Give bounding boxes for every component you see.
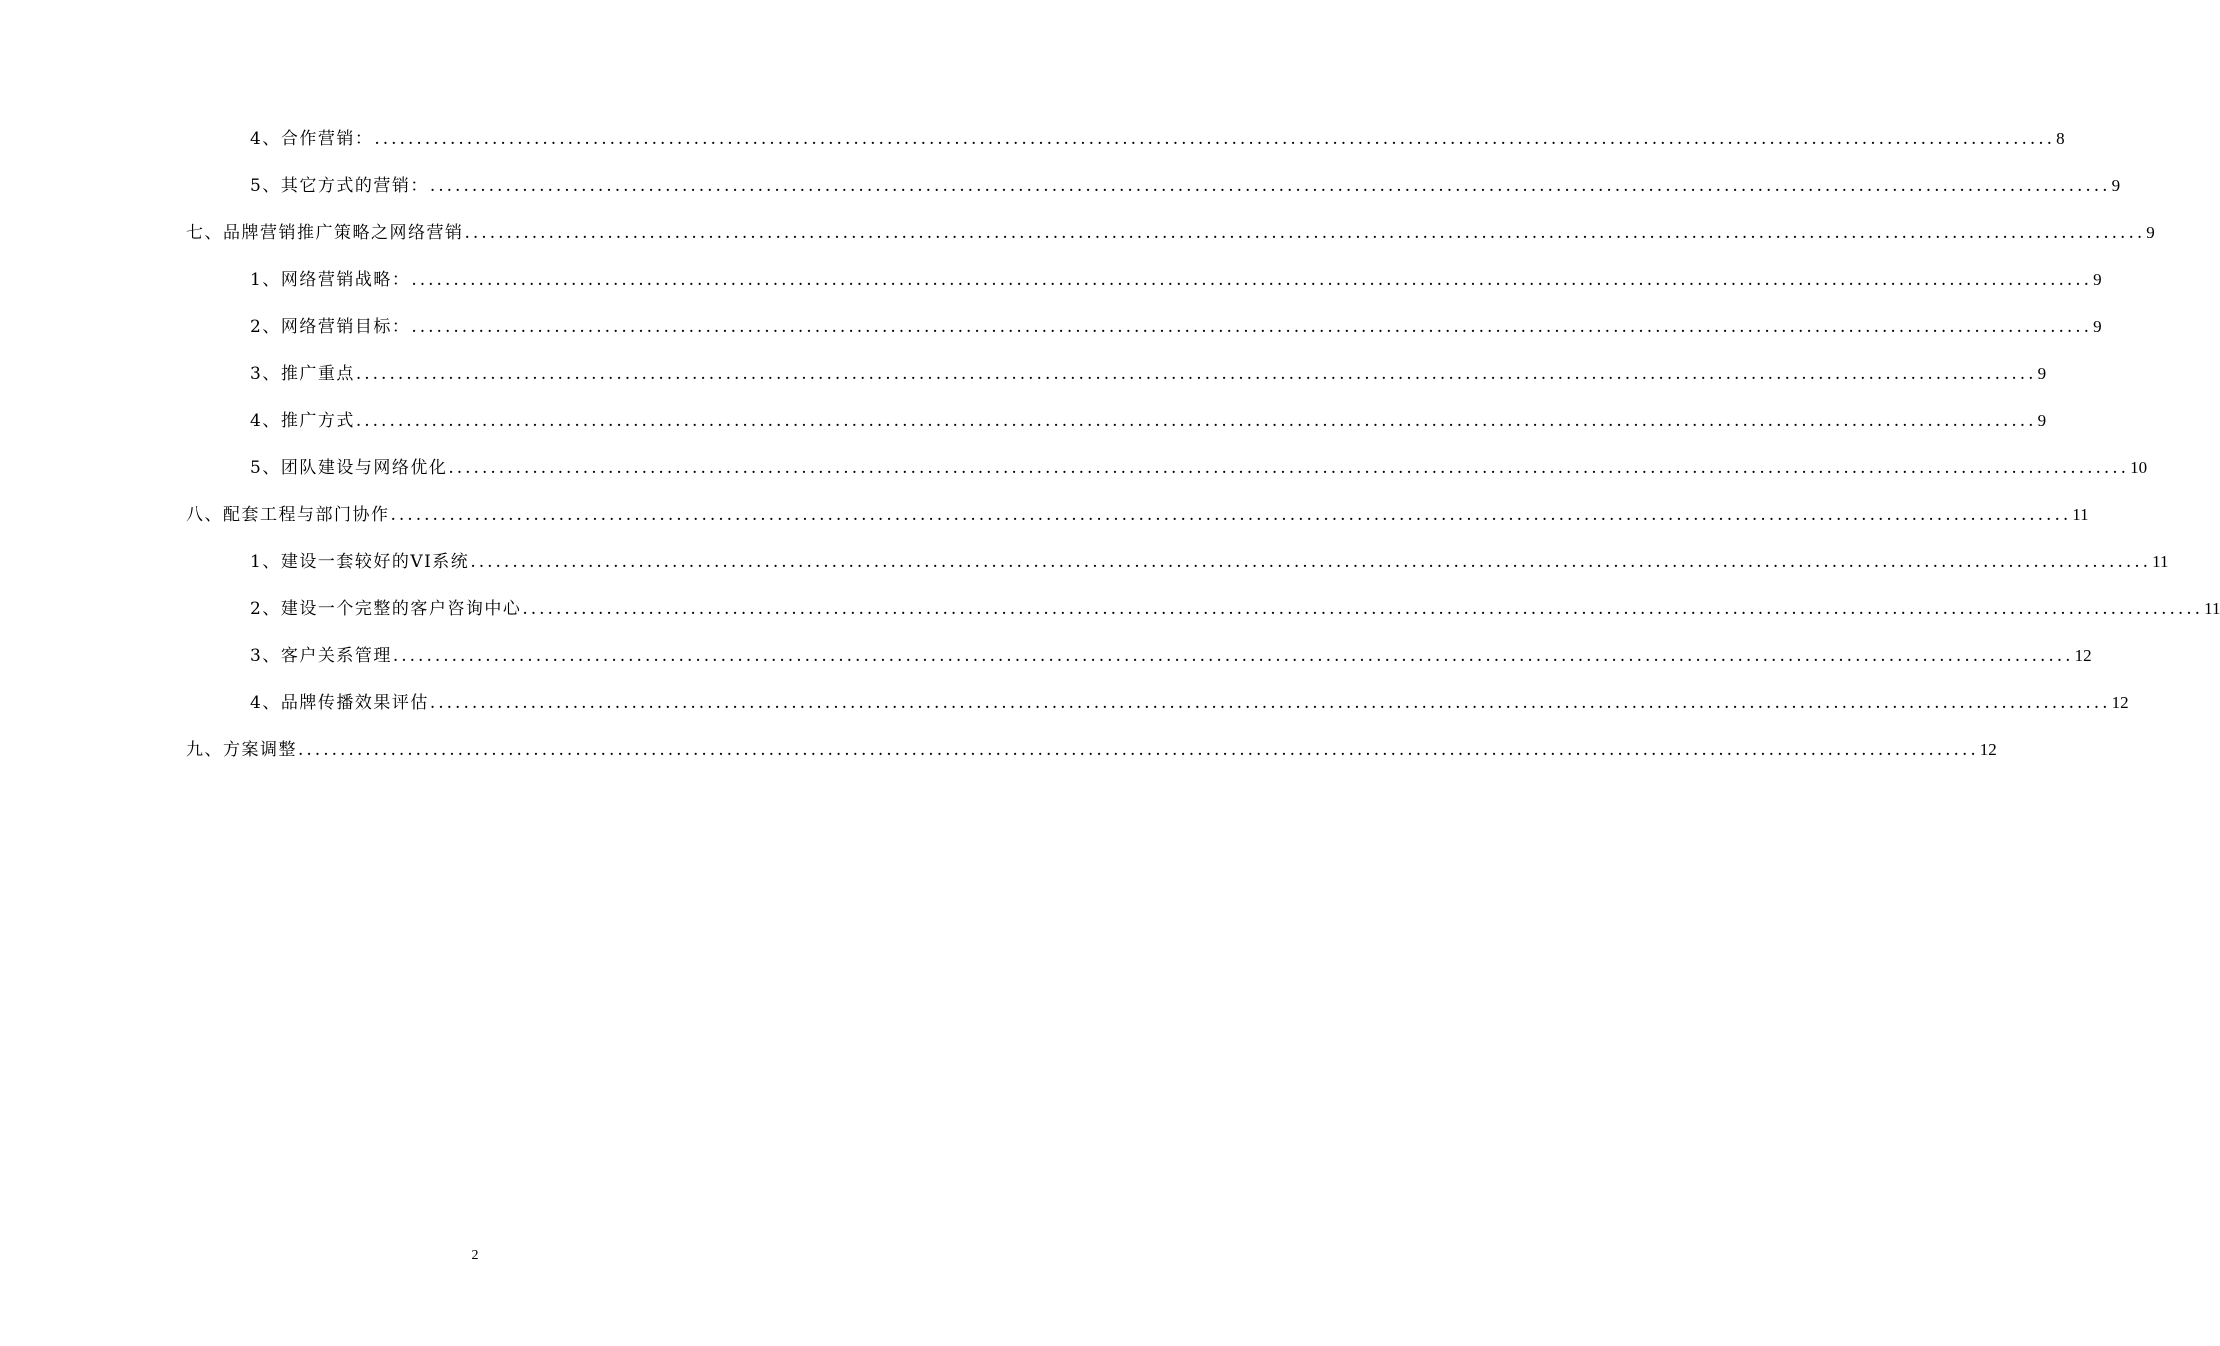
toc-entry-label: 1、网络营销战略： xyxy=(250,270,411,290)
toc-dot-leader: ........................................................................................................................................................................................................ xyxy=(355,364,2037,384)
toc-entry[interactable] xyxy=(250,355,2047,385)
toc-entry-label: 2、建设一个完整的客户咨询中心 xyxy=(250,599,522,619)
toc-dot-leader: ........................................................................................................................................................................................................ xyxy=(392,646,2074,666)
toc-entry-page: 8 xyxy=(2056,129,2065,148)
toc-entry-page: 11 xyxy=(2072,505,2089,524)
toc-entry-page: 12 xyxy=(2111,693,2129,712)
toc-entry[interactable] xyxy=(250,637,2092,667)
toc-entry[interactable] xyxy=(186,214,2155,244)
toc-entry-page: 9 xyxy=(2093,317,2102,336)
toc-entry[interactable] xyxy=(186,496,2089,526)
toc-entry-page: 11 xyxy=(2152,552,2169,571)
toc-entry-label: 4、推广方式 xyxy=(250,411,355,431)
page-number: 2 xyxy=(471,1248,479,1263)
toc-dot-leader: ........................................................................................................................................................................................................ xyxy=(355,411,2037,431)
toc-entry-label: 4、合作营销： xyxy=(250,129,374,149)
toc-entry-label: 1、建设一套较好的VI系统 xyxy=(250,552,470,572)
toc-entry[interactable] xyxy=(250,449,2148,479)
toc-entry-page: 9 xyxy=(2093,270,2102,289)
toc-entry-page: 9 xyxy=(2037,411,2047,430)
toc-dot-leader: ........................................................................................................................................................................................................ xyxy=(411,270,2093,290)
toc-entry-label: 八、配套工程与部门协作 xyxy=(186,505,390,525)
toc-entry-label: 3、客户关系管理 xyxy=(250,646,392,666)
toc-entry-page: 9 xyxy=(2037,364,2047,383)
toc-dot-leader: ........................................................................................................................................................................................................ xyxy=(429,693,2111,713)
toc-entry-page: 11 xyxy=(2204,599,2220,618)
toc-dot-leader: ........................................................................................................................................................................................................ xyxy=(429,176,2111,196)
toc-entry-label: 5、团队建设与网络优化 xyxy=(250,458,448,478)
toc-entry[interactable] xyxy=(250,167,2121,197)
toc-dot-leader: ........................................................................................................................................................................................................ xyxy=(448,458,2130,478)
toc-entry[interactable] xyxy=(250,684,2129,714)
toc-dot-leader: ........................................................................................................................................................................................................ xyxy=(470,552,2152,572)
toc-dot-leader: ........................................................................................................................................................................................................ xyxy=(298,740,1979,760)
toc-entry-page: 9 xyxy=(2111,176,2121,195)
toc-entry-page: 10 xyxy=(2130,458,2148,477)
toc-dot-leader: ........................................................................................................................................................................................................ xyxy=(374,129,2056,149)
toc-entry[interactable] xyxy=(186,731,1997,761)
toc-entry[interactable] xyxy=(250,308,2102,338)
toc-dot-leader: ........................................................................................................................................................................................................ xyxy=(464,223,2146,243)
toc-entry-page: 9 xyxy=(2146,223,2155,242)
toc-dot-leader: ........................................................................................................................................................................................................ xyxy=(411,317,2093,337)
toc-dot-leader: ........................................................................................................................................................................................................ xyxy=(522,599,2204,619)
toc-entry[interactable] xyxy=(250,261,2102,291)
toc-entry-page: 12 xyxy=(1979,740,1997,759)
toc-entry[interactable] xyxy=(250,543,2169,573)
toc-entry-label: 3、推广重点 xyxy=(250,364,355,384)
toc-entry-label: 4、品牌传播效果评估 xyxy=(250,693,429,713)
toc-entry[interactable] xyxy=(250,402,2047,432)
toc-entry-page: 12 xyxy=(2074,646,2092,665)
toc-entry[interactable] xyxy=(250,120,2065,150)
toc-entry[interactable] xyxy=(250,590,2220,620)
toc-entry-label: 2、网络营销目标： xyxy=(250,317,411,337)
toc-dot-leader: ........................................................................................................................................................................................................ xyxy=(390,505,2072,525)
toc-entry-label: 九、方案调整 xyxy=(186,740,297,760)
toc-entry-label: 七、品牌营销推广策略之网络营销 xyxy=(186,223,464,243)
toc-entry-label: 5、其它方式的营销： xyxy=(250,176,429,196)
